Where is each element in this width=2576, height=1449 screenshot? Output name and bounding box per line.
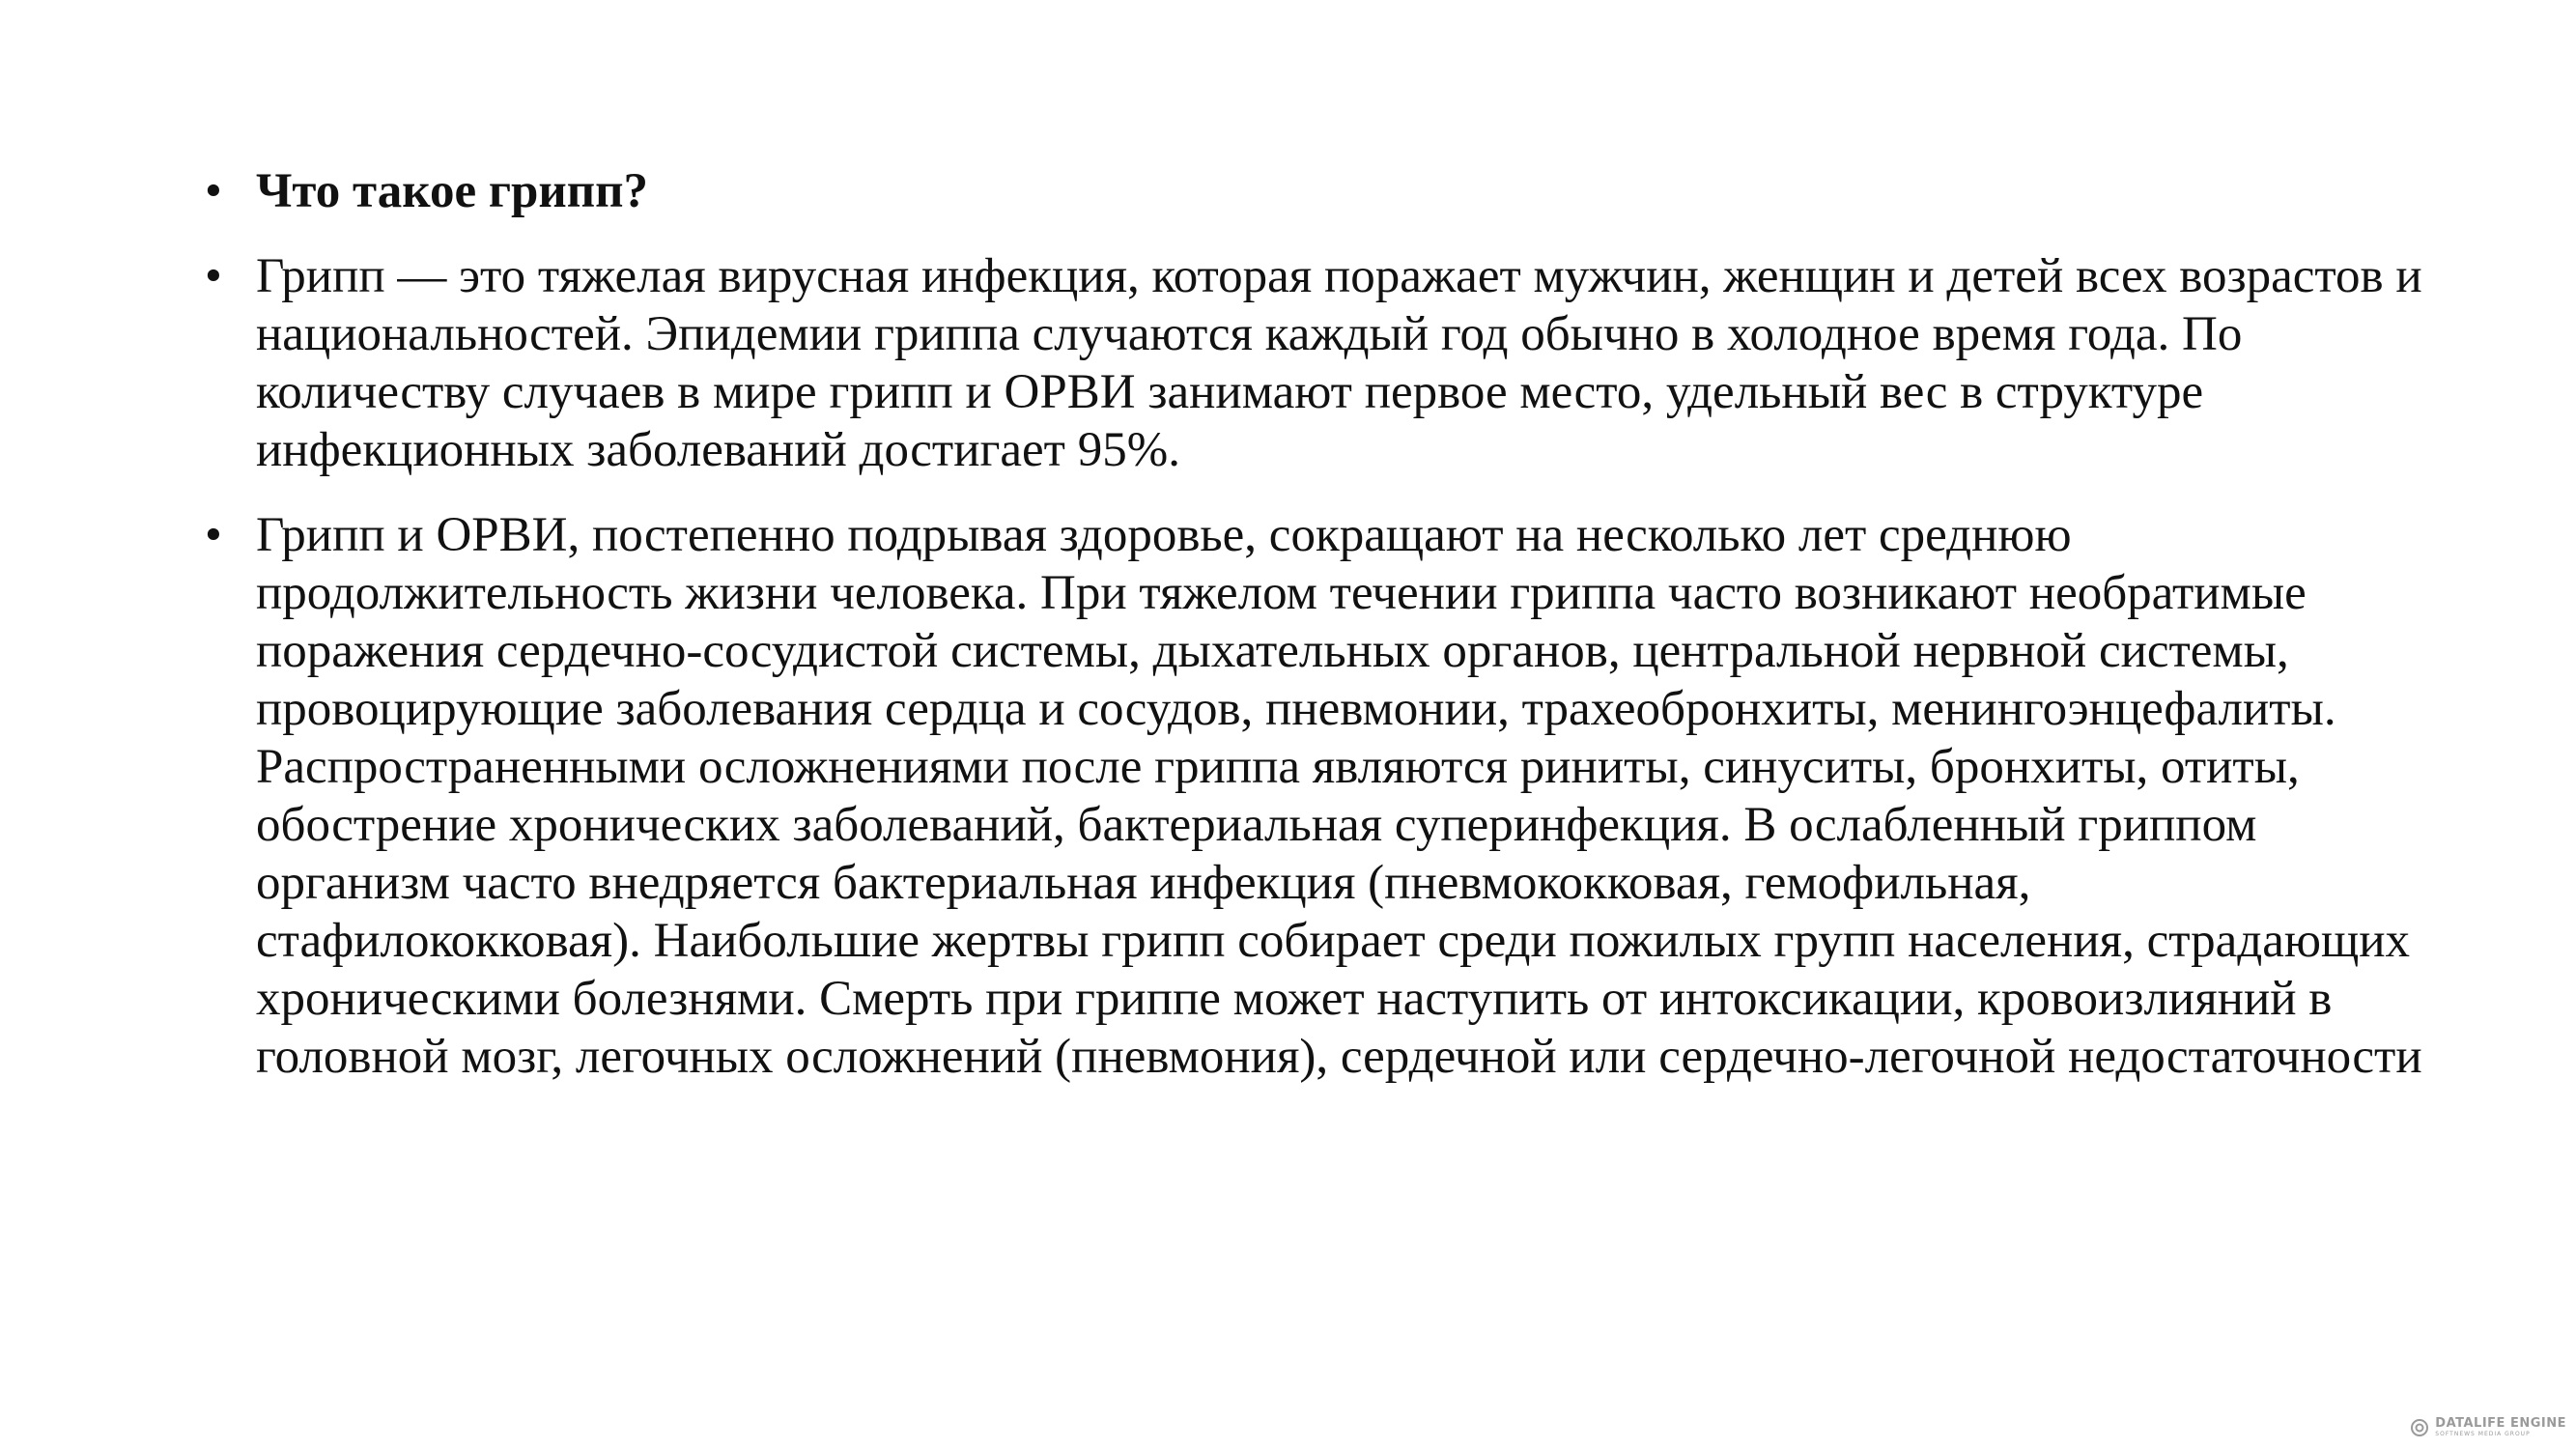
- datalife-engine-logo-icon: [2410, 1418, 2429, 1437]
- watermark-subtitle: SOFTNEWS MEDIA GROUP: [2435, 1431, 2531, 1437]
- bullet-marker: •: [205, 249, 222, 303]
- bullet-list: [205, 162, 2426, 1113]
- heading-question: Что такое грипп?: [256, 164, 649, 218]
- paragraph-complications: Грипп и ОРВИ, постепенно подрывая здоровье, сокращают на несколько лет среднюю продолжительность жизни человека. При тяжелом течении гриппа часто возникают необратимые поражения сердечно-сосудистой системы, дыхательных органов, центральной нервной системы, провоцирующие заболевания сердца и сосудов, пневмонии, трахеобронхиты, менингоэнцефалиты. Распространенными осложнениями после гриппа являются риниты, синуситы, бронхиты, отиты, обострение хронических заболеваний, бактериальная суперинфекция. В ослабленный гриппом организм часто внедряется бактериальная инфекция (пневмококковая, гемофильная, стафилококковая). Наибольшие жертвы грипп собирает среди пожилых групп населения, страдающих хроническими болезнями. Смерть при гриппе может наступить от интоксикации, кровоизлияний в головной мозг, легочных осложнений (пневмония), сердечной или сердечно-легочной недостаточности: [256, 508, 2422, 1084]
- watermark: [2410, 1417, 2566, 1437]
- bullet-marker: •: [205, 508, 222, 562]
- paragraph-definition: Грипп — это тяжелая вирусная инфекция, которая поражает мужчин, женщин и детей всех возрастов и национальностей. Эпидемии гриппа случаются каждый год обычно в холодное время года. По количеству случаев в мире грипп и ОРВИ занимают первое место, удельный вес в структуре инфекционных заболеваний достигает 95%.: [256, 249, 2422, 477]
- bullet-marker: •: [205, 164, 222, 218]
- bullet-item-complications: [205, 506, 2426, 1086]
- bullet-item-question: [205, 162, 2426, 220]
- watermark-title: DATALIFE ENGINE: [2435, 1416, 2566, 1431]
- bullet-item-definition: [205, 247, 2426, 479]
